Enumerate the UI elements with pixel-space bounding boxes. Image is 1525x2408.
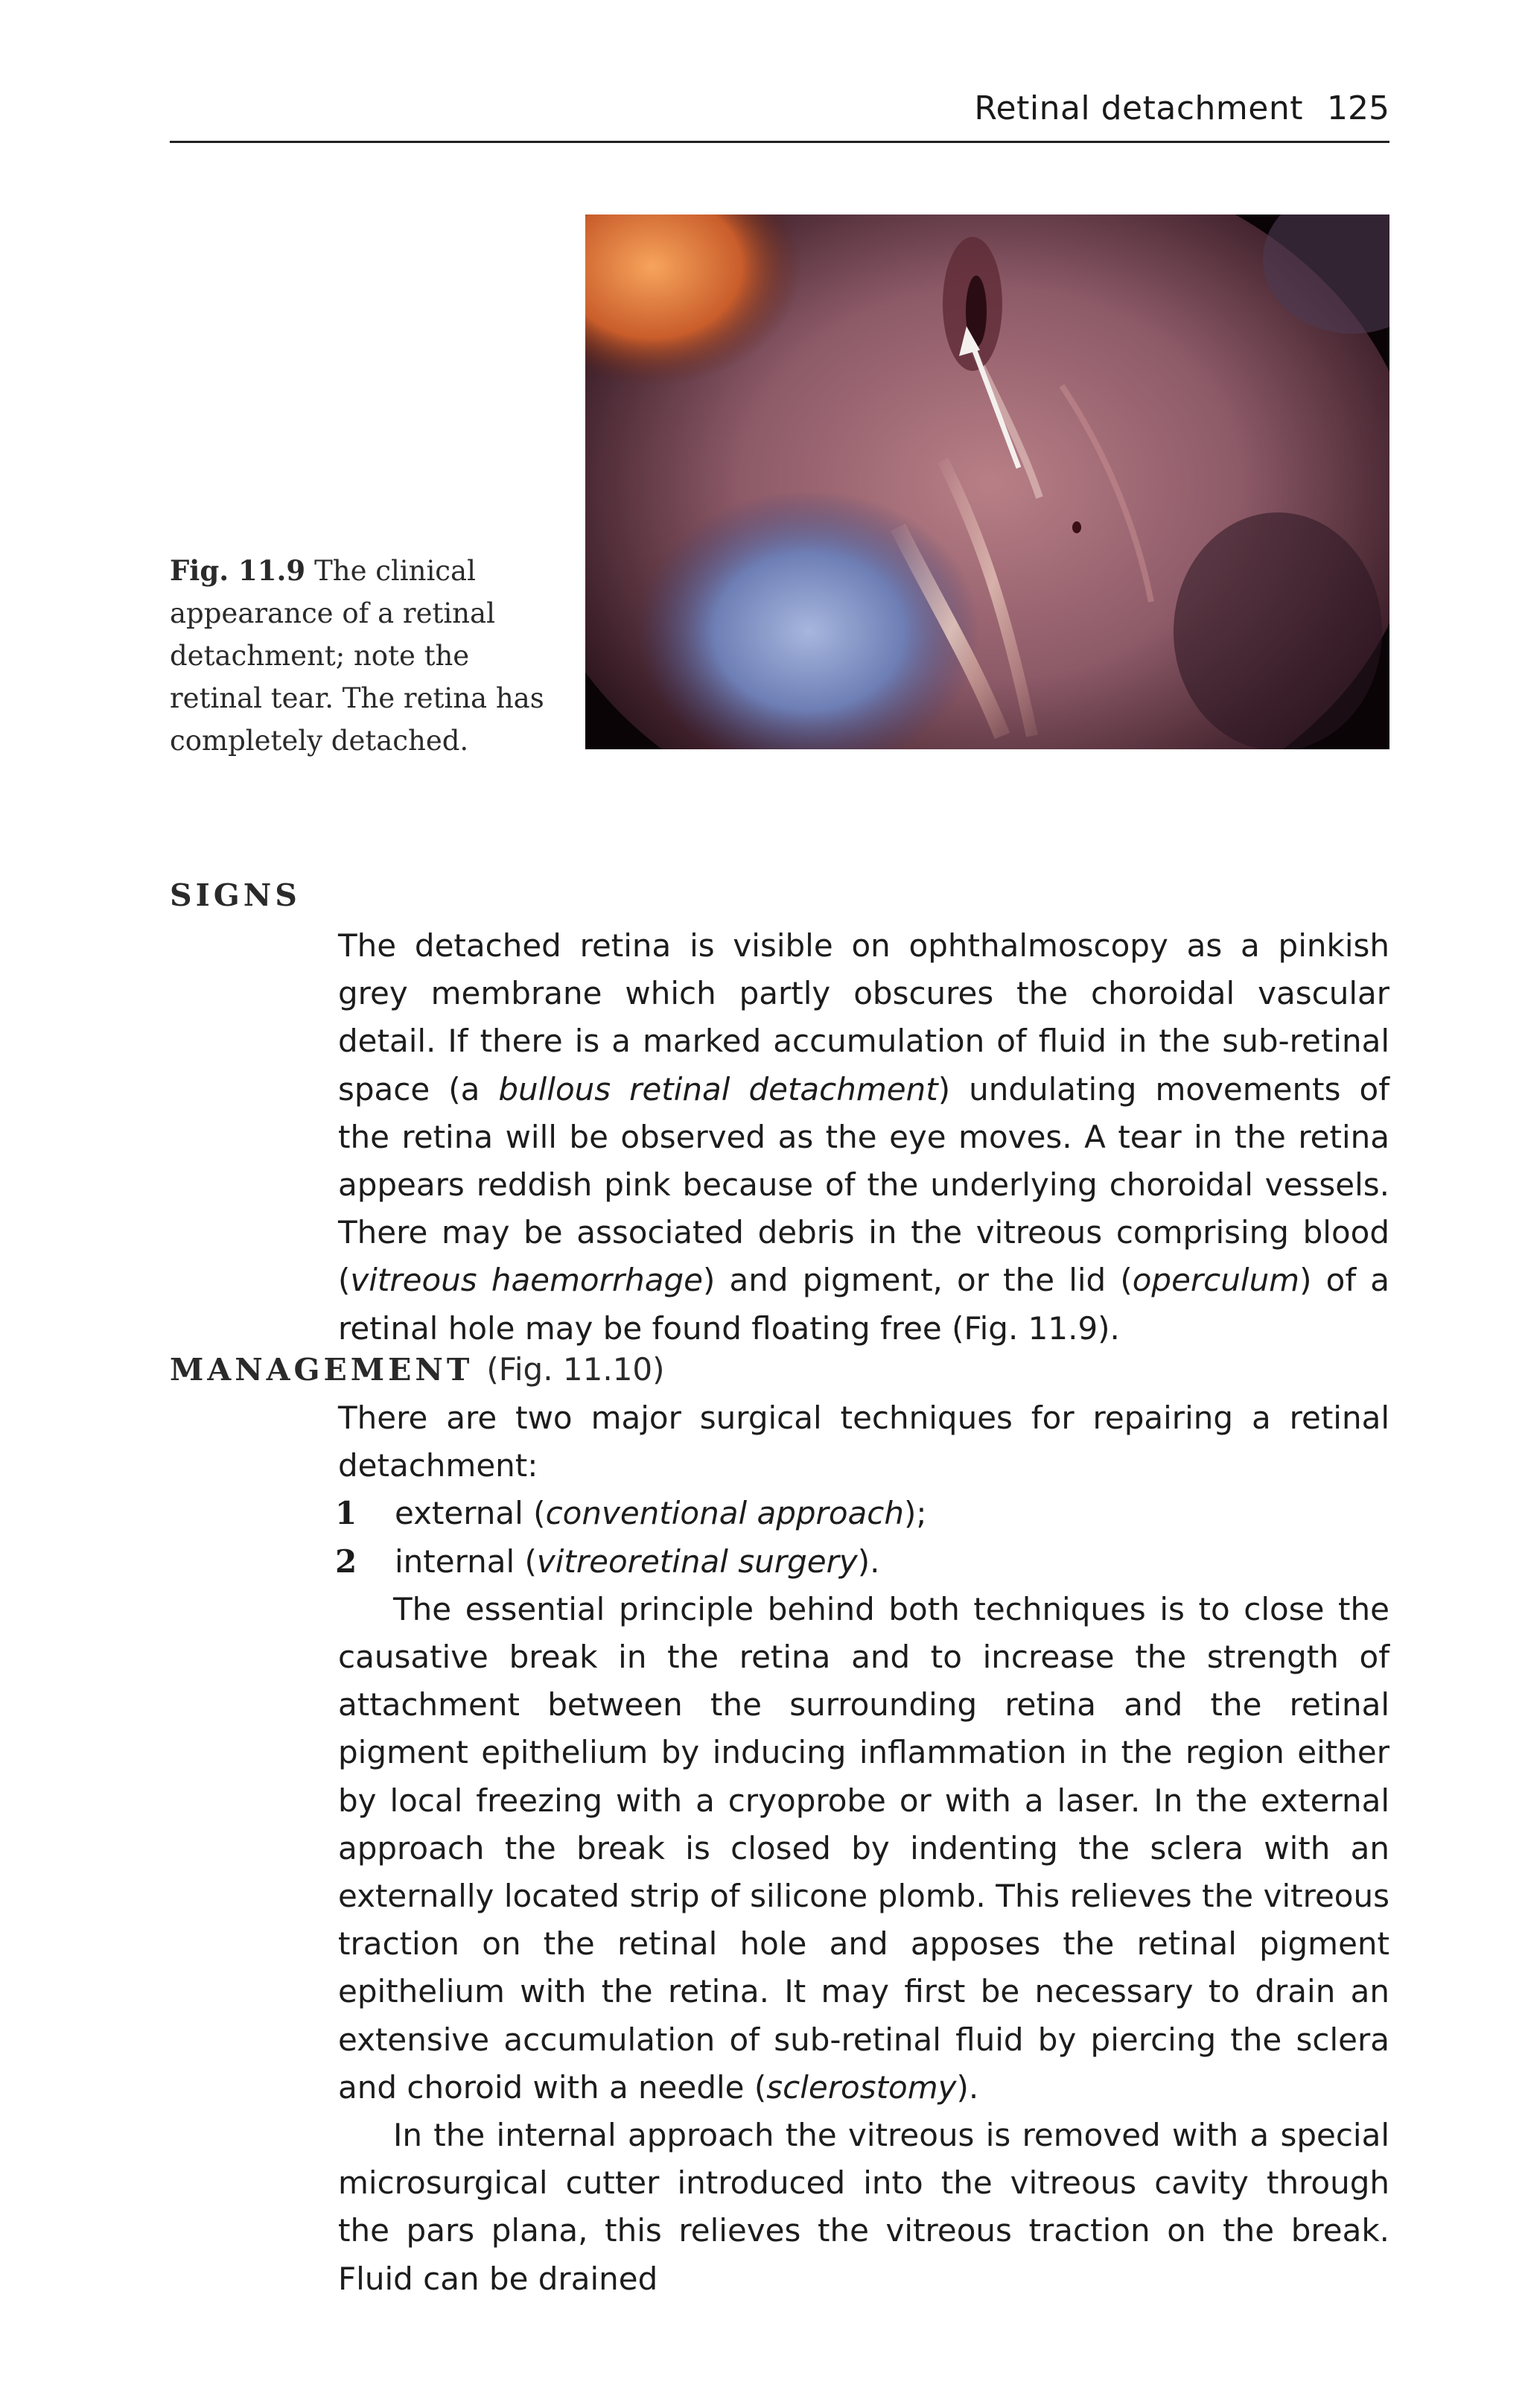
management-title: MANAGEMENT <box>170 1352 474 1388</box>
list-text <box>395 1538 879 1586</box>
list-number: 1 <box>335 1495 357 1532</box>
text-run: ) of a retinal hole may be found floating free (Fig. 11.9). <box>338 1262 1389 1347</box>
management-figure-ref: (Fig. 11.10) <box>486 1351 665 1388</box>
italic-term: vitreous haemorrhage <box>350 1262 704 1299</box>
management-heading <box>170 1351 665 1388</box>
running-title: Retinal detachment <box>974 89 1303 127</box>
list-item <box>335 1490 1389 1537</box>
running-head <box>170 88 1389 143</box>
italic-term: bullous retinal detachment <box>498 1070 938 1108</box>
italic-term: vitreoretinal surgery <box>536 1543 858 1580</box>
italic-term: conventional approach <box>545 1495 904 1532</box>
list-item <box>335 1538 1389 1586</box>
figure-caption <box>170 550 557 762</box>
signs-heading: SIGNS <box>170 877 301 913</box>
text-run: The essential principle behind both techniques is to close the causative break in the retina and to increase the strength of attachment between the surrounding retina and the retinal pigment epithelium by inducing inflammation in the region either by local freezing with a cryoprobe or with a laser. In the external approach the break is closed by indenting the sclera with an externally located strip of silicone plomb. This relieves the vitreous traction on the retinal hole and apposes the retinal pigment epithelium with the retina. It may first be necessary to drain an extensive accumulation of sub-retinal fluid by piercing the sclera and choroid with a needle ( <box>338 1590 1389 2106</box>
management-paragraph-2 <box>338 1586 1389 2112</box>
text-run: ); <box>903 1495 927 1532</box>
signs-body <box>338 922 1389 1353</box>
italic-term: operculum <box>1132 1262 1300 1299</box>
text-run: ) undulating movements of the retina will be observed as the eye moves. A tear in the retina appears reddish pink because of the underlying choroidal vessels. There may be associated debris in the vitreous comprising blood ( <box>338 1070 1389 1299</box>
retinal-detachment-photo <box>585 215 1389 749</box>
page-number: 125 <box>1327 89 1389 127</box>
management-intro: There are two major surgical techniques for repairing a retinal detachment: <box>338 1400 1389 1484</box>
italic-term: sclerostomy <box>766 2068 957 2106</box>
text-run: ) and pigment, or the lid ( <box>703 1262 1133 1299</box>
list-text <box>395 1490 927 1537</box>
text-run: external ( <box>395 1495 546 1532</box>
text-run: ). <box>857 1543 880 1580</box>
text-run: The detached retina is visible on ophthalmoscopy as a pinkish grey membrane which partly obscures the choroidal vascular detail. If there is a marked accumulation of fluid in the sub-retinal space (a <box>338 927 1389 1108</box>
text-run: internal ( <box>395 1543 537 1580</box>
management-body <box>335 1394 1389 2303</box>
figure-label: Fig. 11.9 <box>170 554 306 587</box>
management-paragraph-3: In the internal approach the vitreous is removed with a special microsurgical cutter introduced into the vitreous cavity through the pars plana, this relieves the vitreous traction on the break. Fluid can be drained <box>338 2117 1389 2297</box>
signs-paragraph <box>338 922 1389 1353</box>
figure-caption-text: The clinical appearance of a retinal detachment; note the retinal tear. The retina has completely detached. <box>170 555 544 757</box>
list-number: 2 <box>335 1543 357 1580</box>
text-run: ). <box>956 2068 979 2106</box>
